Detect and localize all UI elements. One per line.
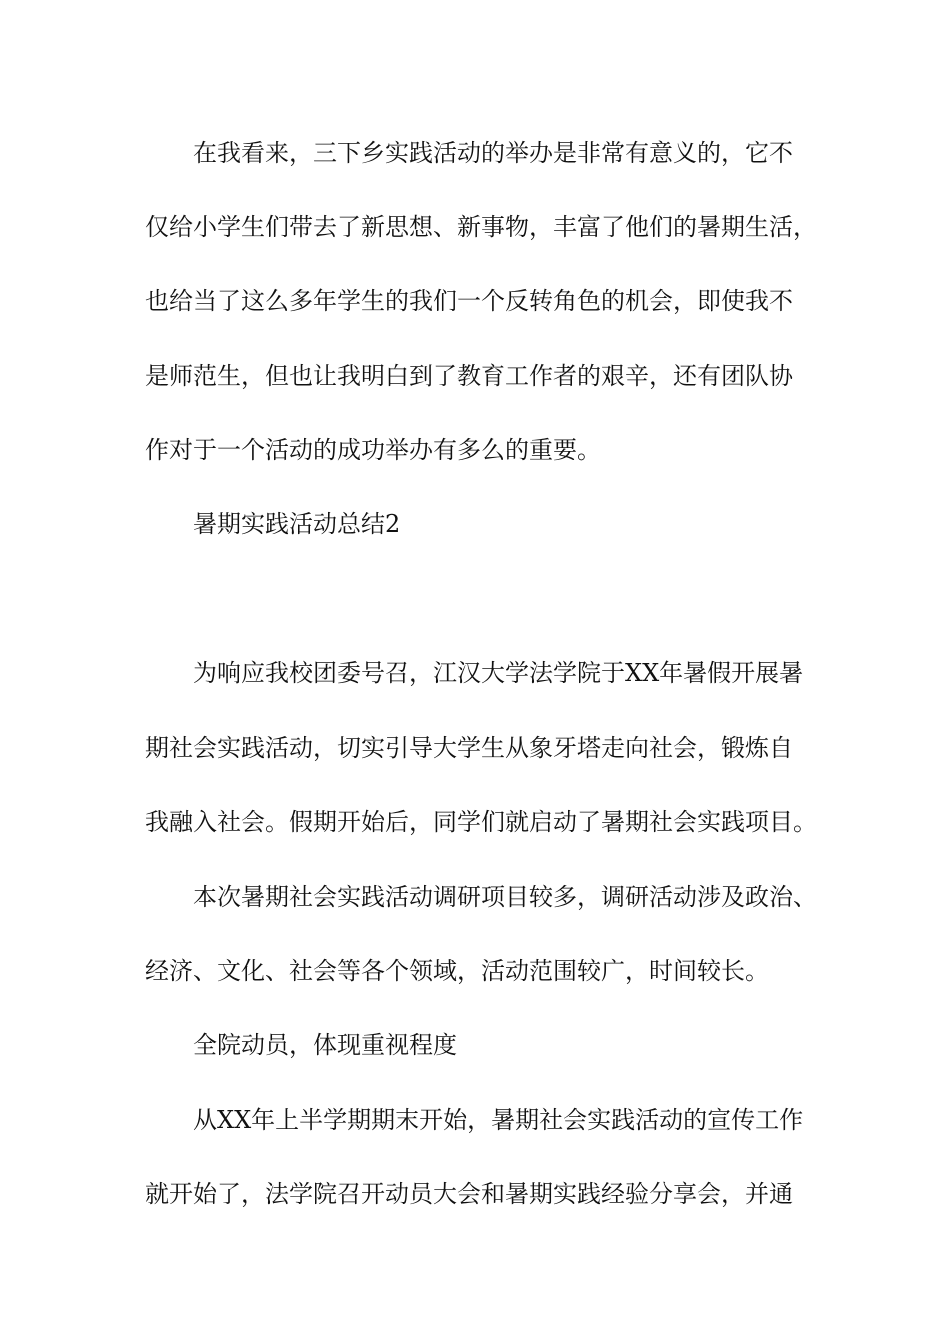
paragraph-1-line-1: 在我看来，三下乡实践活动的举办是非常有意义的，它不 [193, 139, 793, 167]
paragraph-2-line-1: 为响应我校团委号召，江汉大学法学院于XX年暑假开展暑 [193, 659, 804, 687]
paragraph-1-line-5: 作对于一个活动的成功举办有多么的重要。 [145, 436, 601, 464]
section-heading: 暑期实践活动总结2 [193, 510, 401, 538]
paragraph-4-line-2: 就开始了，法学院召开动员大会和暑期实践经验分享会，并通 [145, 1180, 793, 1208]
paragraph-4-line-1: 从XX年上半学期期末开始，暑期社会实践活动的宣传工作 [193, 1106, 804, 1134]
subheading: 全院动员，体现重视程度 [193, 1031, 457, 1059]
paragraph-1-line-3: 也给当了这么多年学生的我们一个反转角色的机会，即使我不 [145, 287, 793, 315]
paragraph-2-line-3: 我融入社会。假期开始后，同学们就启动了暑期社会实践项目。 [145, 808, 817, 836]
paragraph-1-line-4: 是师范生，但也让我明白到了教育工作者的艰辛，还有团队协 [145, 362, 793, 390]
paragraph-3-line-2: 经济、文化、社会等各个领域，活动范围较广，时间较长。 [145, 957, 769, 985]
paragraph-1-line-2: 仅给小学生们带去了新思想、新事物，丰富了他们的暑期生活， [145, 213, 817, 241]
paragraph-2-line-2: 期社会实践活动，切实引导大学生从象牙塔走向社会，锻炼自 [145, 734, 793, 762]
paragraph-3-line-1: 本次暑期社会实践活动调研项目较多，调研活动涉及政治、 [193, 883, 817, 911]
